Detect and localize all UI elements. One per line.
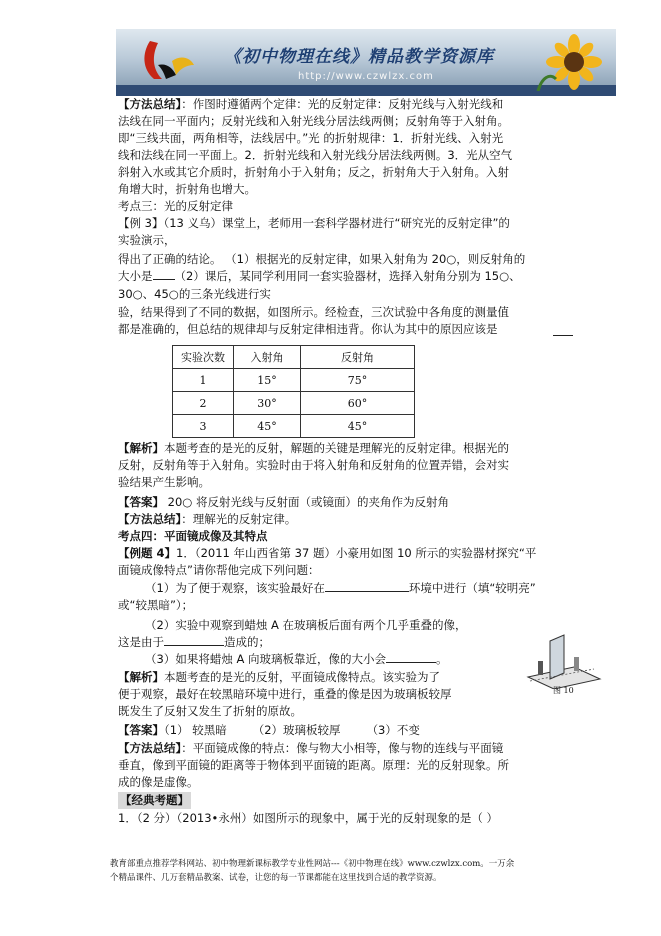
- answer-3: 【答案】 20○ 将反射光线与反射面（或镜面）的夹角作为反射角: [118, 495, 449, 509]
- header-banner: [116, 29, 616, 96]
- footer-line-2: 个精品课件、几万套精品教案、试卷，让您的每一节课都能在这里找到合适的教学资源。: [110, 873, 442, 883]
- example-3-line-7: 都是准确的，但总结的规律却与反射定律相违背。你认为其中的原因应该是: [118, 322, 498, 336]
- example-4-question-1-cont: 或“较黑暗”）；: [118, 598, 194, 612]
- example-4-line-1: 【例题 4】1．（2011 年山西省第 37 题）小豪用如图 10 所示的实验器材探究“平: [118, 546, 537, 560]
- site-logo-icon: [132, 35, 196, 85]
- mirror-experiment-figure: [524, 631, 602, 689]
- table-cell: 30°: [234, 392, 301, 415]
- table-cell: 15°: [234, 369, 301, 392]
- example-3-line-5: 30○、45○的三条光线进行实: [118, 287, 271, 301]
- method-summary-4-line-1: 【方法总结】：平面镜成像的特点：像与物大小相等，像与物的连线与平面镜: [118, 741, 504, 755]
- answer-blank[interactable]: [386, 651, 436, 663]
- example-3-line-6: 验，结果得到了不同的数据，如图所示。经检查，三次试验中各角度的测量值: [118, 305, 509, 319]
- analysis-3-line-1: 【解析】本题考查的是光的反射，解题的关键是理解光的反射定律。根据光的: [118, 441, 509, 455]
- table-cell: 3: [173, 415, 234, 438]
- method-summary-1-line-5: 斜射入水或其它介质时，折射角小于入射角；反之，折射角大于入射角。入射: [118, 165, 509, 179]
- table-cell: 60°: [301, 392, 415, 415]
- method-summary-4-line-3: 成的像是虚像。: [118, 775, 199, 789]
- table-header: 入射角: [234, 346, 301, 369]
- example-3-line-4: 大小是 （2）课后，某同学利用同一套实验器材，选择入射角分别为 15○、: [118, 269, 521, 283]
- table-cell: 1: [173, 369, 234, 392]
- example-4-line-2: 面镜成像特点”请你帮他完成下列问题：: [118, 563, 320, 577]
- method-summary-1-line-3: 即“三线共面，两角相等，法线居中。”光 的折射规律：1．折射光线、入射光: [118, 131, 504, 145]
- example-3-line-2: 实验演示，: [118, 233, 176, 247]
- table-cell: 45°: [301, 415, 415, 438]
- table-header: 实验次数: [173, 346, 234, 369]
- classic-questions-heading: 【经典考题】: [120, 793, 189, 807]
- analysis-3-line-2: 反射，反射角等于入射角。实验时由于将入射角和反射角的位置弄错，会对实: [118, 458, 509, 472]
- example-4-question-2: （2）实验中观察到蜡烛 A 在玻璃板后面有两个几乎重叠的像，: [145, 618, 467, 632]
- footer-line-1: 教育部重点推荐学科网站、初中物理新课标教学专业性网站---《初中物理在线》www.czwlzx.com。一万余: [110, 859, 515, 869]
- answer-4: 【答案】（1） 较黑暗 （2）玻璃板较厚 （3）不变: [118, 723, 420, 737]
- banner-url[interactable]: http://www.czwlzx.com: [298, 71, 434, 82]
- analysis-4-line-1: 【解析】本题考查的是光的反射，平面镜成像特点。该实验为了: [118, 670, 440, 684]
- table-row: [173, 392, 415, 415]
- method-summary-1-line-4: 线和法线在同一平面上。2．折射光线和入射光线分居法线两侧。3．光从空气: [118, 148, 513, 162]
- analysis-4-line-2: 便于观察，最好在较黑暗环境中进行，重叠的像是因为玻璃板较厚: [118, 687, 452, 701]
- answer-blank[interactable]: [325, 580, 409, 592]
- table-cell: 2: [173, 392, 234, 415]
- experiment-table: [172, 345, 415, 438]
- method-summary-3: 【方法总结】：理解光的反射定律。: [118, 512, 297, 526]
- table-cell: 75°: [301, 369, 415, 392]
- answer-blank[interactable]: [164, 634, 224, 646]
- table-row: [173, 369, 415, 392]
- figure-caption: 图 10: [553, 686, 574, 695]
- method-summary-4-line-2: 垂直，像到平面镜的距离等于物体到平面镜的距离。原理：光的反射现象。所: [118, 758, 509, 772]
- table-row: [173, 415, 415, 438]
- method-summary-1-line-2: 法线在同一平面内；反射光线和入射光线分居法线两侧；反射角等于入射角。: [118, 114, 509, 128]
- example-3-line-3: 得出了正确的结论。 （1）根据光的反射定律，如果入射角为 20○，则反射角的: [118, 252, 526, 266]
- example-4-question-2-cont: 这是由于 造成的；: [118, 635, 270, 649]
- example-4-question-3: （3）如果将蜡烛 A 向玻璃板靠近，像的大小会 。: [145, 652, 448, 666]
- table-header-row: [173, 346, 415, 369]
- example-4-question-1: （1）为了便于观察，该实验最好在 环境中进行（填“较明亮”: [145, 581, 536, 595]
- table-cell: 45°: [234, 415, 301, 438]
- table-header: 反射角: [301, 346, 415, 369]
- analysis-3-line-3: 验结果产生影响。: [118, 475, 210, 489]
- banner-title: 《初中物理在线》精品教学资源库: [224, 47, 494, 67]
- answer-blank[interactable]: [153, 268, 175, 280]
- method-summary-1-line-6: 角增大时，折射角也增大。: [118, 182, 256, 196]
- method-summary-1-line-1: 【方法总结】：作图时遵循两个定律：光的反射定律：反射光线与入射光线和: [118, 97, 504, 111]
- section-heading-4: 考点四：平面镜成像及其特点: [118, 529, 268, 543]
- sunflower-icon: [534, 33, 612, 91]
- section-heading-3: 考点三：光的反射定律: [118, 199, 233, 213]
- answer-blank[interactable]: [553, 324, 573, 336]
- question-1: 1．（2 分）（2013•永州）如图所示的现象中，属于光的反射现象的是（ ）: [118, 811, 498, 825]
- example-3-line-1: 【例 3】（13 义乌）课堂上，老师用一套科学器材进行“研究光的反射定律”的: [118, 216, 510, 230]
- analysis-4-line-3: 既发生了反射又发生了折射的原故。: [118, 704, 302, 718]
